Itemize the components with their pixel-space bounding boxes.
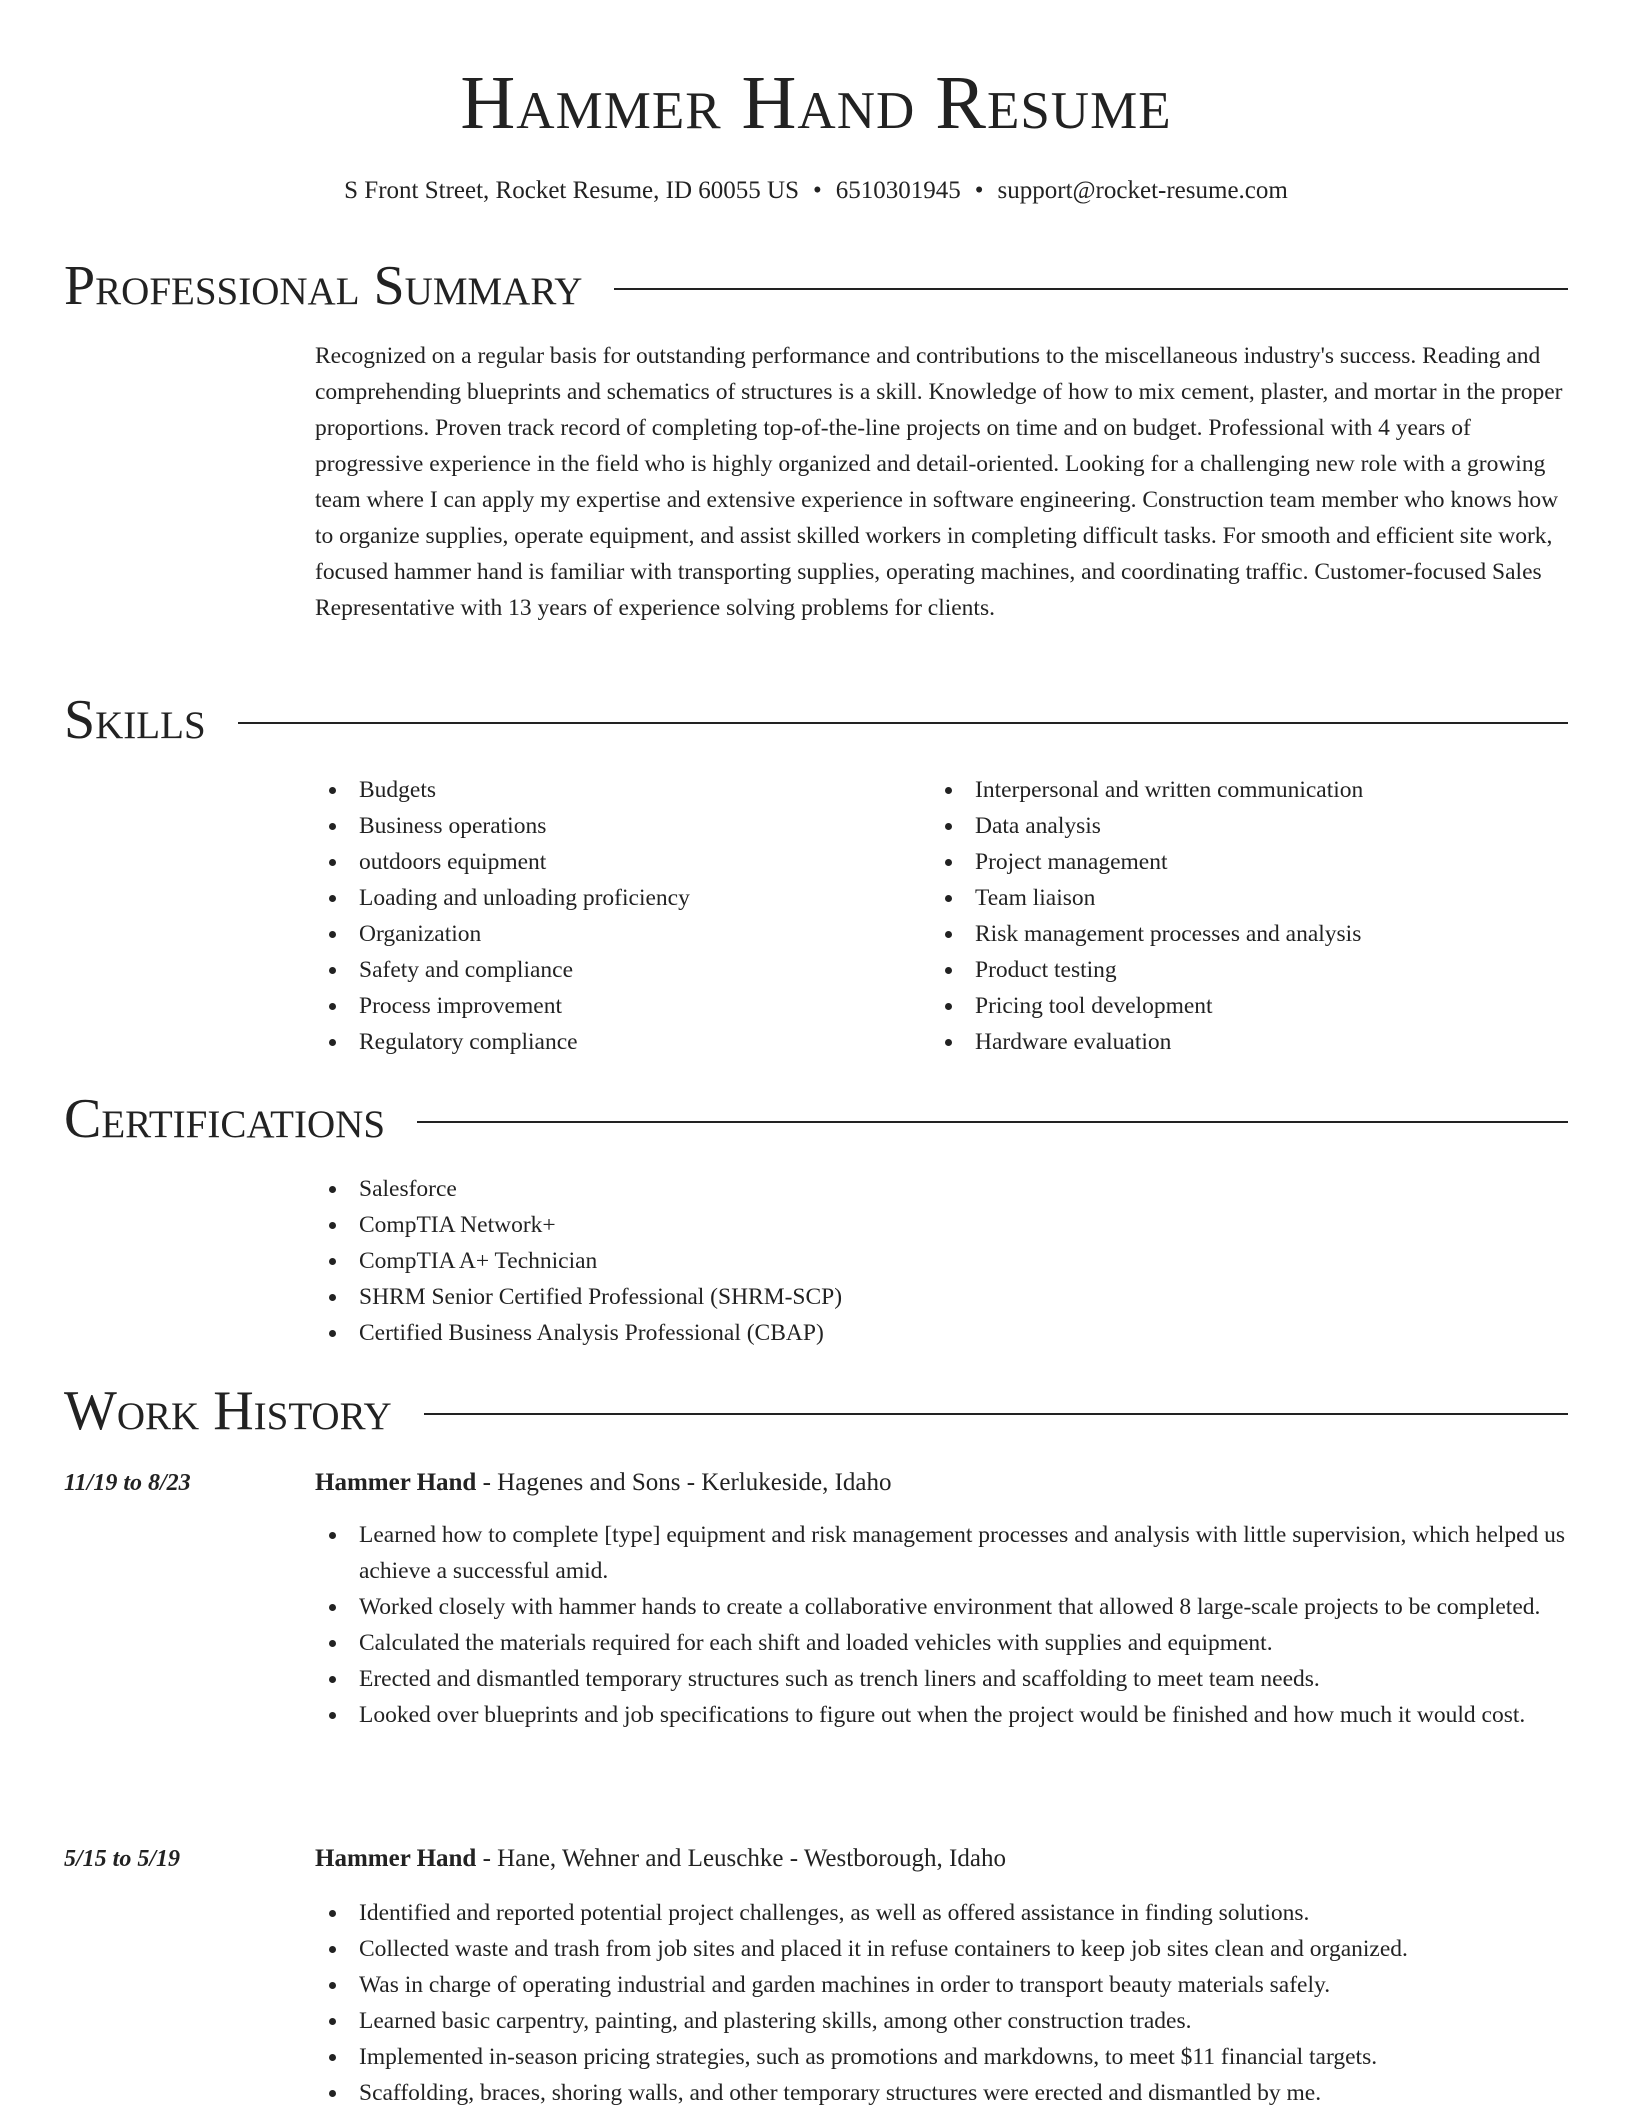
section-divider	[417, 1121, 1568, 1123]
skill-item: Business operations	[315, 808, 895, 844]
job-duty: Scaffolding, braces, shoring walls, and other temporary structures were erected and dismantled by me.	[315, 2075, 1571, 2111]
skill-item: Risk management processes and analysis	[931, 916, 1571, 952]
job-duties-list	[315, 1895, 1571, 2111]
work-history-section-header	[64, 1379, 1568, 1443]
job-duty: Learned how to complete [type] equipment and risk management processes and analysis with little supervision, which helped us achieve a successful amid.	[315, 1517, 1571, 1589]
job-duty: Was in charge of operating industrial and garden machines in order to transport beauty materials safely.	[315, 1967, 1571, 2003]
certifications-list	[315, 1171, 1215, 1351]
skill-item: Organization	[315, 916, 895, 952]
section-divider	[238, 722, 1568, 724]
skill-item: Regulatory compliance	[315, 1024, 895, 1060]
skill-item: Loading and unloading proficiency	[315, 880, 895, 916]
skill-item: Safety and compliance	[315, 952, 895, 988]
skills-section-header	[64, 688, 1568, 752]
certification-item: CompTIA Network+	[315, 1207, 1215, 1243]
job-duty: Worked closely with hammer hands to create a collaborative environment that allowed 8 large-scale projects to be completed.	[315, 1589, 1571, 1625]
job-duty: Implemented in-season pricing strategies, such as promotions and markdowns, to meet $11 financial targets.	[315, 2039, 1571, 2075]
job-duty: Learned basic carpentry, painting, and plastering skills, among other construction trades.	[315, 2003, 1571, 2039]
certification-item: Salesforce	[315, 1171, 1215, 1207]
job-dates: 5/15 to 5/19	[64, 1846, 181, 1872]
work-history-section-title: Work History	[64, 1380, 392, 1442]
job-heading	[315, 1465, 1571, 1501]
summary-section-header	[64, 254, 1568, 318]
job-employer: - Hagenes and Sons - Kerlukeside, Idaho	[476, 1469, 892, 1496]
skill-item: Product testing	[931, 952, 1571, 988]
skill-item: outdoors equipment	[315, 844, 895, 880]
contact-separator: •	[974, 177, 984, 204]
skill-item: Interpersonal and written communication	[931, 772, 1571, 808]
certification-item: Certified Business Analysis Professional (CBAP)	[315, 1315, 1215, 1351]
summary-section-title: Professional Summary	[64, 255, 583, 317]
job-heading	[315, 1841, 1571, 1877]
contact-address: S Front Street, Rocket Resume, ID 60055 US	[344, 177, 799, 204]
job-duty: Erected and dismantled temporary structures such as trench liners and scaffolding to meet team needs.	[315, 1661, 1571, 1697]
certifications-section-title: Certifications	[64, 1088, 386, 1150]
skill-item: Team liaison	[931, 880, 1571, 916]
section-divider	[614, 288, 1568, 290]
certification-item: SHRM Senior Certified Professional (SHRM-SCP)	[315, 1279, 1215, 1315]
section-divider	[424, 1413, 1568, 1415]
contact-line	[0, 175, 1632, 207]
job-employer: - Hane, Wehner and Leuschke - Westborough, Idaho	[476, 1845, 1006, 1872]
summary-text: Recognized on a regular basis for outstanding performance and contributions to the miscellaneous industry's success. Reading and comprehending blueprints and schematics of structures is a skill. Knowledge of how to mix cement, plaster, and mortar in the proper proportions. Proven track record of completing top-of-the-line projects on time and on budget. Professional with 4 years of progressive experience in the field who is highly organized and detail-oriented. Looking for a challenging new role with a growing team where I can apply my expertise and extensive experience in software engineering. Construction team member who knows how to organize supplies, operate equipment, and assist skilled workers in completing difficult tasks. For smooth and efficient site work, focused hammer hand is familiar with transporting supplies, operating machines, and coordinating traffic. Customer-focused Sales Representative with 13 years of experience solving problems for clients.	[315, 343, 1563, 621]
job-dates: 11/19 to 8/23	[64, 1470, 191, 1496]
certifications-section-header	[64, 1087, 1568, 1151]
skill-item: Process improvement	[315, 988, 895, 1024]
skill-item: Data analysis	[931, 808, 1571, 844]
skill-item: Project management	[931, 844, 1571, 880]
contact-phone: 6510301945	[835, 177, 961, 204]
certification-item: CompTIA A+ Technician	[315, 1243, 1215, 1279]
skill-item: Budgets	[315, 772, 895, 808]
job-duty: Identified and reported potential project challenges, as well as offered assistance in finding solutions.	[315, 1895, 1571, 1931]
skills-list-right	[931, 772, 1571, 1060]
contact-email[interactable]: support@rocket-resume.com	[997, 177, 1288, 204]
resume-name: Hammer Hand Resume	[460, 61, 1172, 145]
job-title: Hammer Hand	[315, 1469, 477, 1496]
skill-item: Hardware evaluation	[931, 1024, 1571, 1060]
skills-list-left	[315, 772, 895, 1060]
job-duty: Looked over blueprints and job specifications to figure out when the project would be finished and how much it would cost.	[315, 1697, 1571, 1733]
job-title: Hammer Hand	[315, 1845, 477, 1872]
skill-item: Pricing tool development	[931, 988, 1571, 1024]
skills-section-title: Skills	[64, 689, 206, 751]
job-duties-list	[315, 1517, 1571, 1733]
job-duty: Calculated the materials required for each shift and loaded vehicles with supplies and equipment.	[315, 1625, 1571, 1661]
job-duty: Collected waste and trash from job sites and placed it in refuse containers to keep job sites clean and organized.	[315, 1931, 1571, 1967]
contact-separator: •	[813, 177, 822, 204]
